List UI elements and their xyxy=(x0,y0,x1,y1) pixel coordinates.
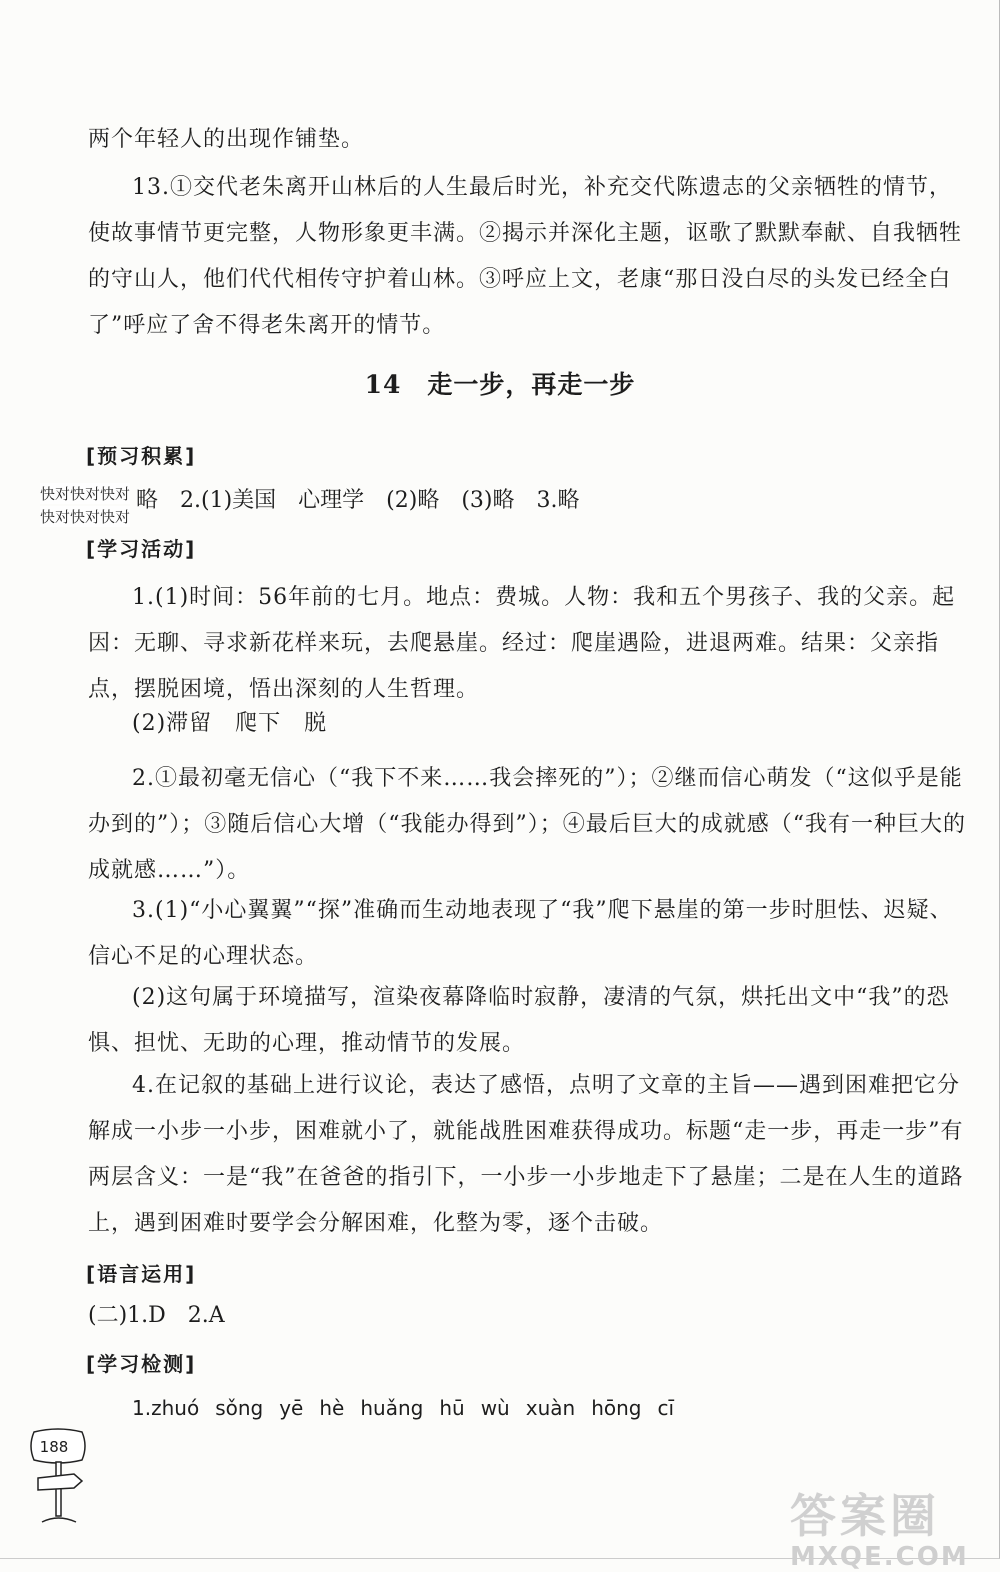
section-activity: [学习活动] xyxy=(86,537,197,561)
pinyin-item: wù xyxy=(480,1396,510,1420)
pinyin-item: hè xyxy=(319,1396,345,1420)
pinyin-prefix: 1. xyxy=(132,1396,152,1420)
pinyin-item: zhuó xyxy=(151,1396,200,1420)
activity-answer-3: 3.(1)“小心翼翼”“探”准确而生动地表现了“我”爬下悬崖的第一步时胆怯、迟疑、信心不足的心理状态。 xyxy=(88,898,953,969)
pinyin-item: hū xyxy=(439,1396,465,1420)
activity-answer-3-part-2: (2)这句属于环境描写，渲染夜幕降临时寂静，凄清的气氛，烘托出文中“我”的恐惧、担忧、无助的心理，推动情节的发展。 xyxy=(88,985,950,1056)
paragraph-continuation: 两个年轻人的出现作铺垫。 xyxy=(88,127,365,152)
activity-answer-1-part-2: (2)滞留 爬下 脱 xyxy=(132,711,328,736)
language-answer: (二)1.D 2.A xyxy=(88,1303,225,1328)
activity-answer-1: 1.(1)时间：56年前的七月。地点：费城。人物：我和五个男孩子、我的父亲。起因：无聊、寻求新花样来玩，去爬悬崖。经过：爬崖遇险，进退两难。结果：父亲指点，摆脱困境，悟出深刻的人生哲理。 xyxy=(88,585,956,702)
pinyin-item: sǒng xyxy=(215,1396,264,1420)
pinyin-item: cī xyxy=(657,1396,675,1420)
pinyin-answers xyxy=(132,1396,690,1420)
stamp-url: MXQE.COM xyxy=(790,1542,969,1572)
watermark-stamp xyxy=(790,1480,969,1572)
section-language: [语言运用] xyxy=(86,1262,197,1286)
pinyin-item: yē xyxy=(279,1396,304,1420)
answer-13: 13.①交代老朱离开山林后的人生最后时光，补充交代陈遗志的父亲牺牲的情节，使故事情节更完整，人物形象更丰满。②揭示并深化主题，讴歌了默默奉献、自我牺牲的守山人，他们代代相传守护着山林。③呼应上文，老康“那日没白尽的头发已经全白了”呼应了舍不得老朱离开的情节。 xyxy=(88,175,963,338)
activity-answer-2: 2.①最初毫无信心（“我下不来……我会摔死的”）；②继而信心萌发（“这似乎是能办到的”）；③随后信心大增（“我能办得到”）；④最后巨大的成就感（“我有一种巨大的成就感……”）。 xyxy=(88,766,966,883)
pinyin-item: xuàn xyxy=(525,1396,576,1420)
preview-answer: 略 2.(1)美国 心理学 (2)略 (3)略 3.略 xyxy=(136,488,580,513)
watermark-line-1: 快对快对快对 xyxy=(40,485,131,503)
section-preview: [预习积累] xyxy=(86,444,197,468)
activity-answer-4: 4.在记叙的基础上进行议论，表达了感悟，点明了文章的主旨——遇到困难把它分解成一小步一小步，困难就小了，就能战胜困难获得成功。标题“走一步，再走一步”有两层含义：一是“我”在爸爸的指引下，一小步一小步地走下了悬崖；二是在人生的道路上，遇到困难时要学会分解困难，化整为零，逐个击破。 xyxy=(88,1073,964,1236)
section-test: [学习检测] xyxy=(86,1352,197,1376)
pinyin-item: huǎng xyxy=(360,1396,424,1420)
page-number: 188 xyxy=(39,1438,69,1456)
lesson-title: 14 走一步，再走一步 xyxy=(364,370,636,399)
pinyin-item: hōng xyxy=(591,1396,642,1420)
stamp-logo: 答案圈 xyxy=(790,1489,940,1543)
watermark-line-2: 快对快对快对 xyxy=(40,508,131,526)
